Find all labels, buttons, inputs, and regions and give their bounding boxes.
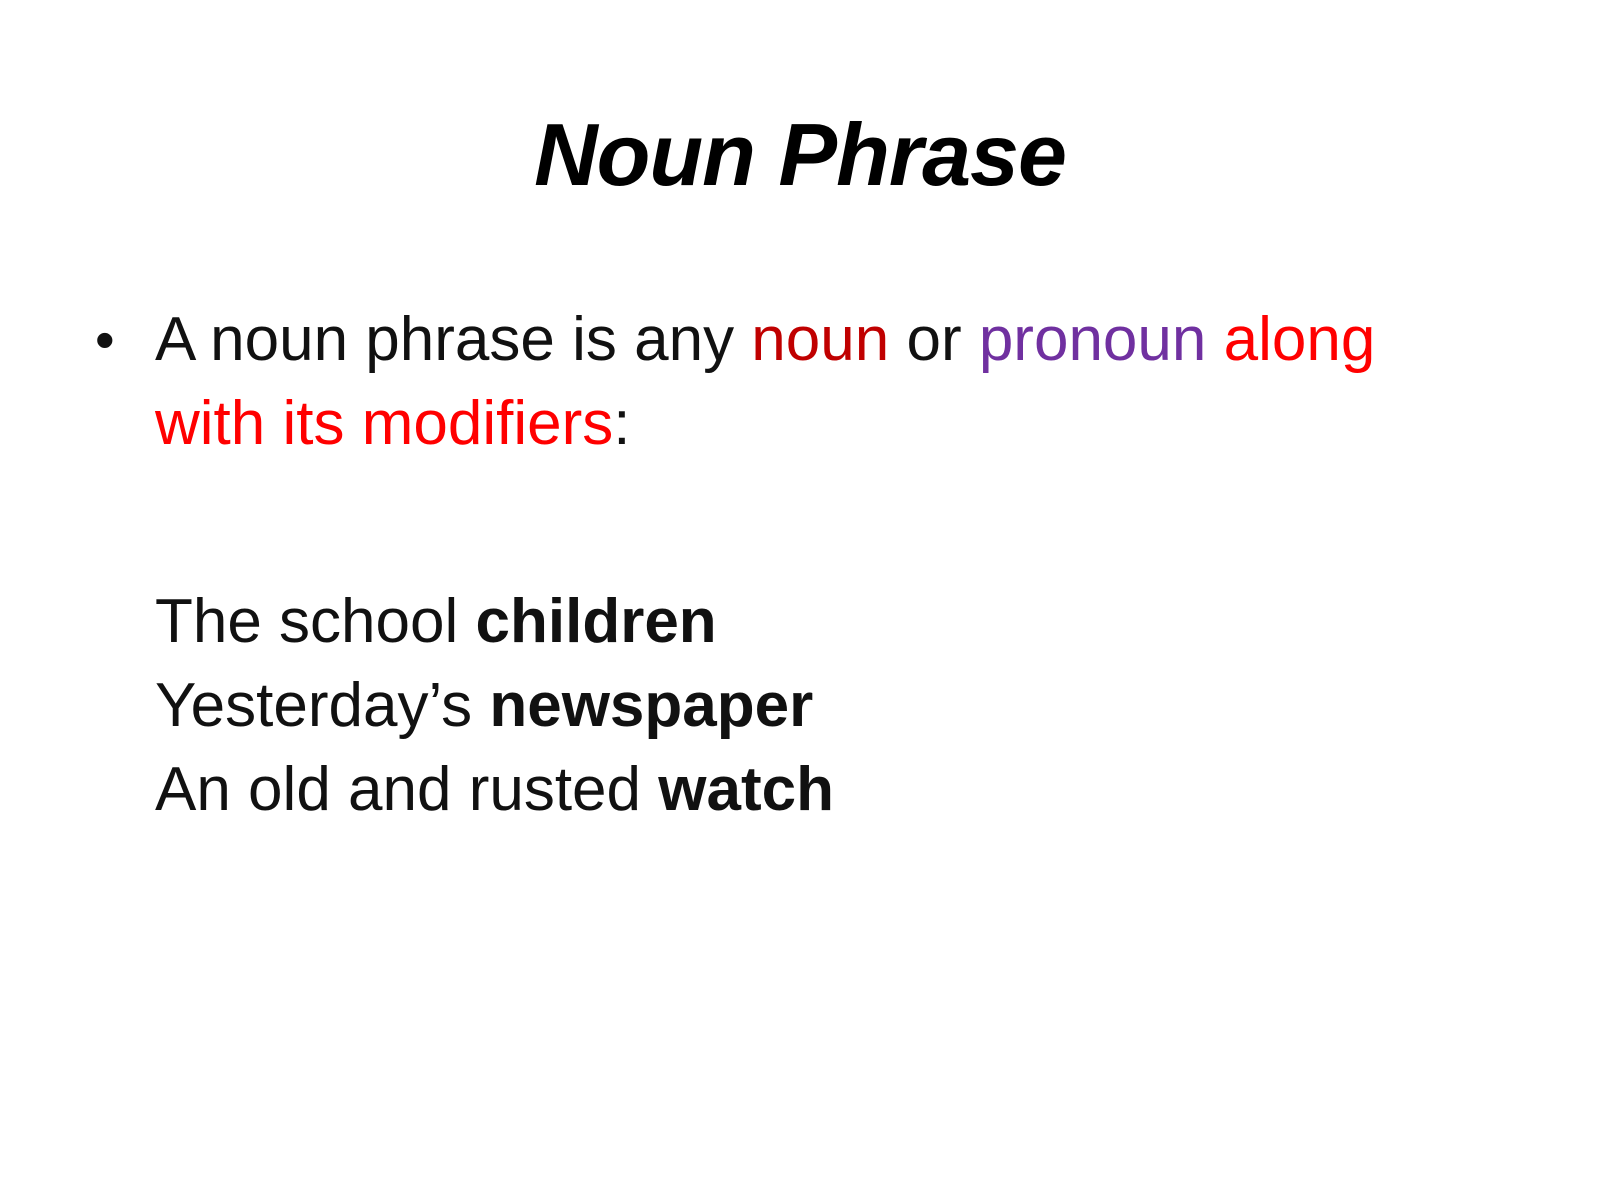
example-line <box>155 664 1355 748</box>
examples-list <box>155 580 1355 832</box>
example-modifier: The school <box>155 587 476 656</box>
definition-text <box>155 298 1515 466</box>
term-along: along <box>1223 305 1376 374</box>
example-head-noun: children <box>475 587 717 656</box>
term-modifiers: with its modifiers <box>155 389 614 458</box>
example-modifier: Yesterday’s <box>155 671 490 740</box>
example-modifier: An old and rusted <box>155 755 659 824</box>
slide-title: Noun Phrase <box>534 105 1066 204</box>
term-noun: noun <box>751 305 890 374</box>
term-pronoun: pronoun <box>978 305 1207 374</box>
example-head-noun: newspaper <box>489 671 814 740</box>
definition-part-3 <box>1206 305 1223 374</box>
definition-part-1: A noun phrase is any <box>155 305 752 374</box>
example-head-noun: watch <box>658 755 834 824</box>
example-line <box>155 580 1355 664</box>
example-line <box>155 748 1355 832</box>
definition-colon: : <box>613 389 631 458</box>
definition-part-2: or <box>889 305 979 374</box>
bullet-icon: • <box>95 308 115 371</box>
